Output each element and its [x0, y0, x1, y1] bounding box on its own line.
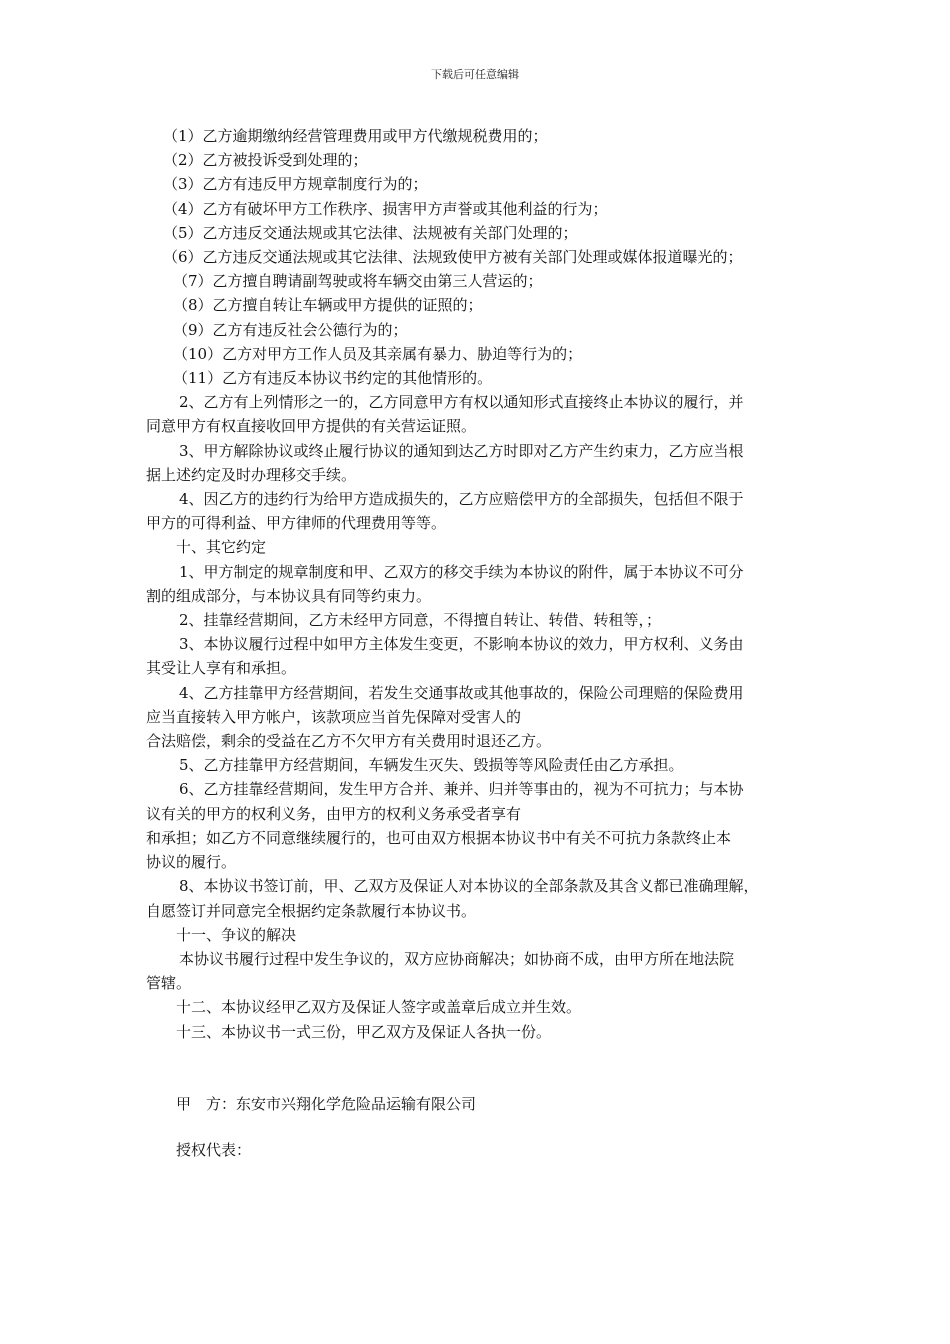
- document-body: [146, 124, 816, 1162]
- page-header: 下载后可任意编辑: [431, 68, 519, 81]
- list-item: （1）乙方逾期缴纳经营管理费用或甲方代缴规税费用的；: [163, 127, 548, 145]
- section10-paragraph: 1、甲方制定的规章制度和甲、乙双方的移交手续为本协议的附件，属于本协议不可分 割的组成部分，与本协议具有同等约束力。: [146, 562, 744, 605]
- list-item: （3）乙方有违反甲方规章制度行为的；: [163, 175, 428, 194]
- section11-paragraph: 本协议书履行过程中发生争议的，双方应协商解决；如协商不成，由甲方所在地法院 管辖。: [146, 949, 735, 993]
- section13-clause: 十三、本协议书一式三份，甲乙双方及保证人各执一份。: [176, 1022, 552, 1041]
- list-item: （6）乙方违反交通法规或其它法律、法规致使甲方被有关部门处理或媒体报道曝光的；: [163, 248, 743, 267]
- section10-title: 十、其它约定: [176, 538, 267, 557]
- list-group-b: [146, 269, 816, 390]
- list-item: （9）乙方有违反社会公德行为的；: [173, 320, 408, 339]
- section10-paragraph: 2、挂靠经营期间，乙方未经甲方同意，不得擅自转让、转借、转租等，；: [179, 611, 662, 630]
- section10-paragraph: 4、乙方挂靠甲方经营期间，若发生交通事故或其他事故的，保险公司理赔的保险费用 应当直接转入甲方帐户，该款项应当首先保障对受害人的 合法赔偿，剩余的受益在乙方不欠甲方有关费用时退还乙方。: [146, 683, 744, 751]
- spacer: [146, 1116, 816, 1138]
- section9-paragraph: 3、甲方解除协议或终止履行协议的通知到达乙方时即对乙方产生约束力，乙方应当根 据上述约定及时办理移交手续。: [146, 441, 744, 484]
- list-item: （10）乙方对甲方工作人员及其亲属有暴力、胁迫等行为的；: [173, 344, 583, 363]
- list-item: （11）乙方有违反本协议书约定的其他情形的。: [173, 369, 493, 388]
- section10-paragraph: 3、本协议履行过程中如甲方主体发生变更，不影响本协议的效力，甲方权利、义务由 其受让人享有和承担。: [146, 635, 744, 678]
- authorized-rep-line: 授权代表：: [176, 1140, 252, 1159]
- section10-paragraph: 6、乙方挂靠经营期间，发生甲方合并、兼并、归并等事由的，视为不可抗力；与本协 议有关的甲方的权利义务，由甲方的权利义务承受者享有 和承担；如乙方不同意继续履行的，也可由双方根据本协议书中有关不可抗力条款终止本 协议的履行。: [146, 780, 744, 872]
- list-item: （5）乙方违反交通法规或其它法律、法规被有关部门处理的；: [163, 223, 578, 242]
- list-item: （8）乙方擅自转让车辆或甲方提供的证照的；: [173, 296, 483, 315]
- list-item: （4）乙方有破坏甲方工作秩序、损害甲方声誉或其他利益的行为；: [163, 199, 608, 218]
- section11-title: 十一、争议的解决: [176, 925, 297, 944]
- list-group-a: [146, 124, 816, 269]
- section9-paragraph: 2、乙方有上列情形之一的，乙方同意甲方有权以通知形式直接终止本协议的履行，并 同意甲方有权直接收回甲方提供的有关营运证照。: [146, 393, 744, 436]
- section9-paragraph: 4、因乙方的违约行为给甲方造成损失的，乙方应赔偿甲方的全部损失，包括但不限于 甲方的可得利益、甲方律师的代理费用等等。: [146, 490, 744, 533]
- section10-paragraph: 5、乙方挂靠甲方经营期间，车辆发生灭失、毁损等等风险责任由乙方承担。: [179, 756, 684, 775]
- list-item: （2）乙方被投诉受到处理的；: [163, 151, 368, 170]
- party-a-line: 甲 方：东安市兴翔化学危险品运输有限公司: [176, 1094, 477, 1113]
- list-item: （7）乙方擅自聘请副驾驶或将车辆交由第三人营运的；: [173, 272, 543, 291]
- section12-clause: 十二、本协议经甲乙双方及保证人签字或盖章后成立并生效。: [176, 998, 582, 1017]
- spacer: [146, 1044, 816, 1092]
- section10-paragraph: 8、本协议书签订前，甲、乙双方及保证人对本协议的全部条款及其含义都已准确理解， 自愿签订并同意完全根据约定条款履行本协议书。: [146, 877, 759, 920]
